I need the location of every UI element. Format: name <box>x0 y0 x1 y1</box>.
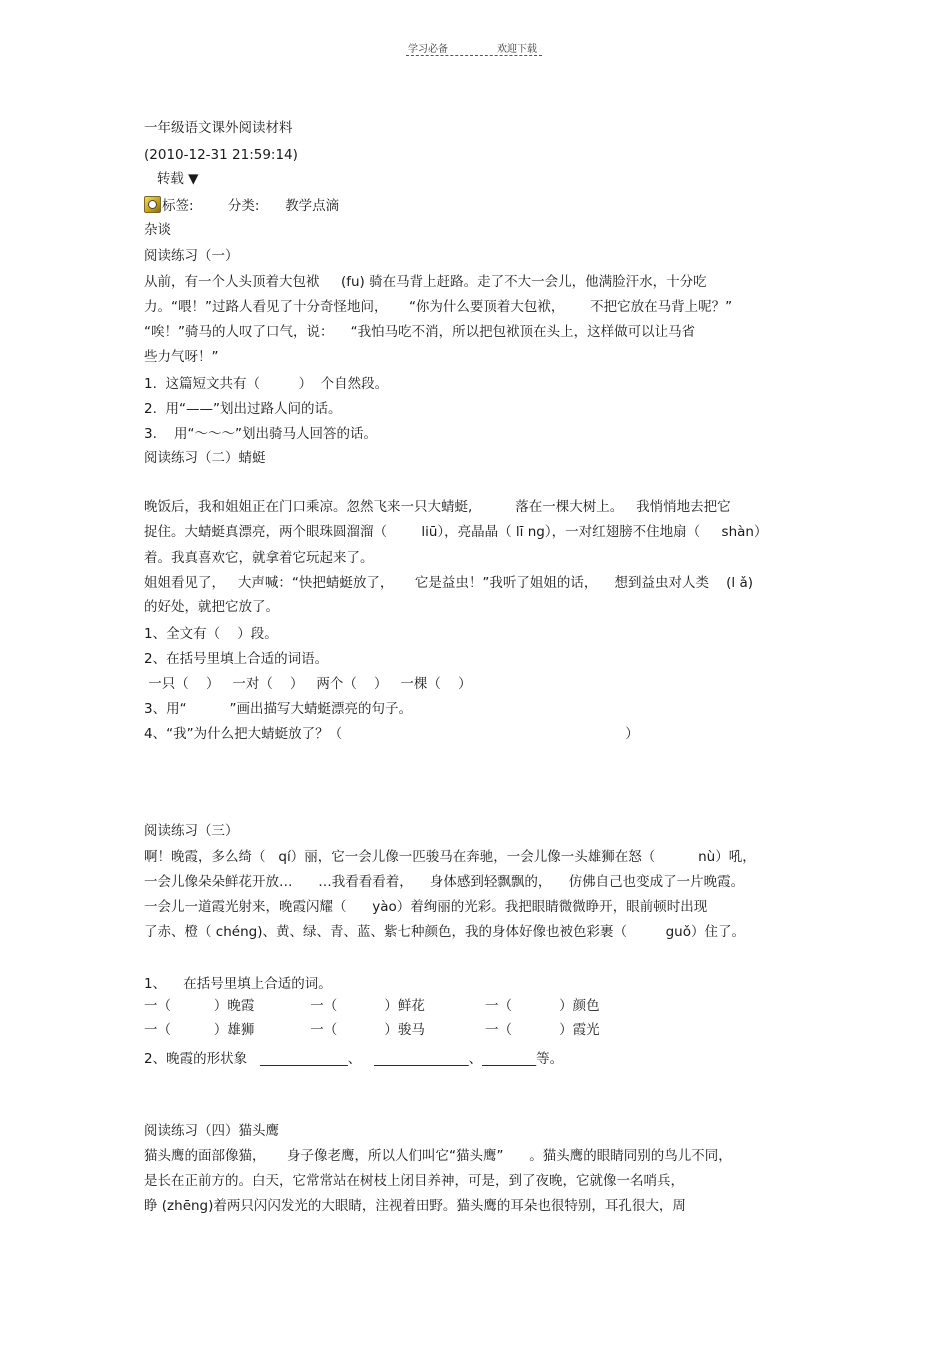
doc-title: 一年级语文课外阅读材料 <box>144 120 293 136</box>
section-heading-2: 阅读练习（二）蜻蜓 <box>144 450 266 466</box>
passage-line: 捉住。大蜻蜓真漂亮，两个眼珠圆溜溜（ liū），亮晶晶（ lī ng），一对红翅膀不住地扇（ shàn） <box>144 524 768 540</box>
question-line: 1. 这篇短文共有（ ） 个自然段。 <box>144 376 389 392</box>
question-line: 一（ ）晚霞 一（ ）鲜花 一（ ）颜色 <box>144 998 600 1014</box>
question-line: 一（ ）雄狮 一（ ）骏马 一（ ）霞光 <box>144 1022 600 1038</box>
passage-line: 了赤、橙（ chéng)、黄、绿、青、蓝、紫七种颜色，我的身体好像也被色彩裹（ guǒ）住了。 <box>144 924 745 940</box>
section-heading-4: 阅读练习（四）猫头鹰 <box>144 1123 279 1139</box>
passage-line: 睁 (zhēng)着两只闪闪发光的大眼睛，注视着田野。猫头鹰的耳朵也很特别，耳孔很大，周 <box>144 1198 686 1214</box>
question-line: 2、晚霞的形状象 _____________、 ______________、________等。 <box>144 1051 564 1067</box>
passage-line: 是长在正前方的。白天，它常常站在树枝上闭目养神，可是，到了夜晚，它就像一名哨兵， <box>144 1173 684 1189</box>
passage-line: 从前，有一个人头顶着大包袱 (fu) 骑在马背上赶路。走了不大一会儿，他满脸汗水，十分吃 <box>144 274 707 290</box>
question-line: 3、用“ ”画出描写大蜻蜓漂亮的句子。 <box>144 701 412 717</box>
passage-line: 晚饭后，我和姐姐正在门口乘凉。忽然飞来一只大蜻蜓, 落在一棵大树上。 我悄悄地去把它 <box>144 499 731 515</box>
passage-line: 的好处，就把它放了。 <box>144 599 279 615</box>
tag-row <box>144 196 339 215</box>
passage-line: 一会儿一道霞光射来，晚霞闪耀（ yào）着绚丽的光彩。我把眼睛微微睁开，眼前顿时出现 <box>144 899 708 915</box>
passage-line: 一会儿像朵朵鲜花开放… …我看看看着， 身体感到轻飘飘的， 仿佛自己也变成了一片晚霞。 <box>144 874 745 890</box>
passage-line: 啊！晚霞，多么绮（ qí）丽，它一会儿像一匹骏马在奔驰，一会儿像一头雄狮在怒（ nù）吼， <box>144 849 756 865</box>
question-line: 3. 用“～～～”划出骑马人回答的话。 <box>144 426 378 442</box>
tag-row-text: 标签: 分类: 教学点滴 <box>162 198 340 214</box>
passage-line: 力。“喂！”过路人看见了十分奇怪地问， “你为什么要顶着大包袱， 不把它放在马背上呢？” <box>144 299 733 315</box>
question-line: 2、在括号里填上合适的词语。 <box>144 651 329 667</box>
question-line: 4、“我”为什么把大蜻蜓放了？（ ） <box>144 726 639 742</box>
repost-link[interactable]: 转载 ▼ <box>144 171 199 187</box>
tag-value: 杂谈 <box>144 222 171 238</box>
passage-line: “唉！”骑马的人叹了口气，说： “我怕马吃不消，所以把包袱顶在头上，这样做可以让马省 <box>144 324 696 340</box>
header-right: 欢迎下载 <box>497 44 537 55</box>
question-line: 2. 用“——”划出过路人问的话。 <box>144 401 342 417</box>
section-heading-1: 阅读练习（一） <box>144 248 239 264</box>
doc-timestamp: (2010-12-31 21:59:14) <box>144 147 298 163</box>
passage-line: 姐姐看见了， 大声喊：“快把蜻蜓放了， 它是益虫！”我听了姐姐的话， 想到益虫对人类 (l ǎ) <box>144 575 753 591</box>
section-heading-3: 阅读练习（三） <box>144 823 239 839</box>
tag-icon <box>144 196 161 213</box>
question-line: 一只（ ） 一对（ ） 两个（ ） 一棵（ ） <box>144 676 472 692</box>
header-left: 学习必备 <box>408 44 448 55</box>
header-divider <box>406 55 542 56</box>
question-line: 1、 在括号里填上合适的词。 <box>144 976 332 992</box>
passage-line: 猫头鹰的面部像猫， 身子像老鹰，所以人们叫它“猫头鹰” 。猫头鹰的眼睛同别的鸟儿不同， <box>144 1148 732 1164</box>
passage-line: 着。我真喜欢它，就拿着它玩起来了。 <box>144 550 374 566</box>
passage-line: 些力气呀！” <box>144 349 219 365</box>
question-line: 1、全文有（ ）段。 <box>144 626 278 642</box>
